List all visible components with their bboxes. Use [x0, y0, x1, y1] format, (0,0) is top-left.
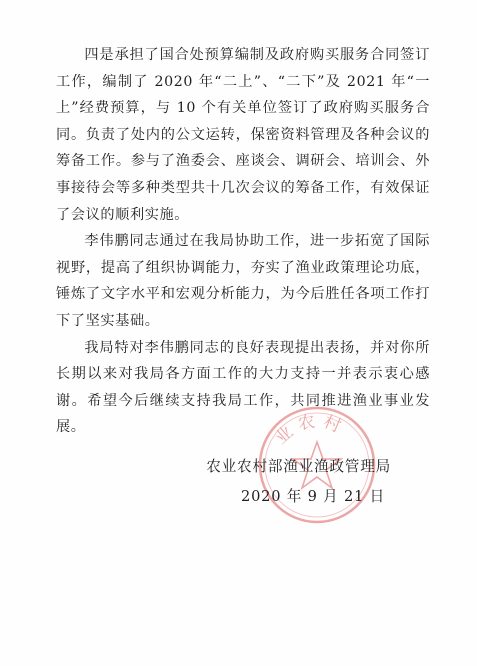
svg-text:业农村: [271, 411, 349, 448]
paragraph-achievements: 李伟鹏同志通过在我局协助工作，进一步拓宽了国际视野，提高了组织协调能力，夯实了渔业政策理论功底，锤炼了文字水平和宏观分析能力，为今后胜任各项工作打下了坚实基础。: [56, 233, 430, 329]
paragraph-commendation: 我局特对李伟鹏同志的良好表现提出表扬，并对你所长期以来对我局各方面工作的大力支持一并表示衷心感谢。希望今后继续支持我局工作，共同推进渔业事业发展。: [56, 339, 430, 436]
paragraph-work-duties: 四是承担了国合处预算编制及政府购买服务合同签订工作，编制了 2020 年“二上”、“二下”及 2021 年“一上”经费预算，与 10 个有关单位签订了政府购买服务合同。负责了处内的公文运转，保密资料管理及各种会议的筹备工作。参与了渔委会、座谈会、调研会、培训会、外事接待会等多种类型共十几次会议的筹备工作，有效保证了会议的顺利实施。: [56, 47, 430, 223]
signing-organization: 农业农村部渔业渔政管理局: [206, 458, 391, 475]
letter-body: [56, 42, 430, 441]
seal-text: 业农村: [271, 410, 350, 448]
signing-date: 2020 年 9 月 21 日: [241, 488, 385, 505]
signature-block: [206, 452, 391, 512]
